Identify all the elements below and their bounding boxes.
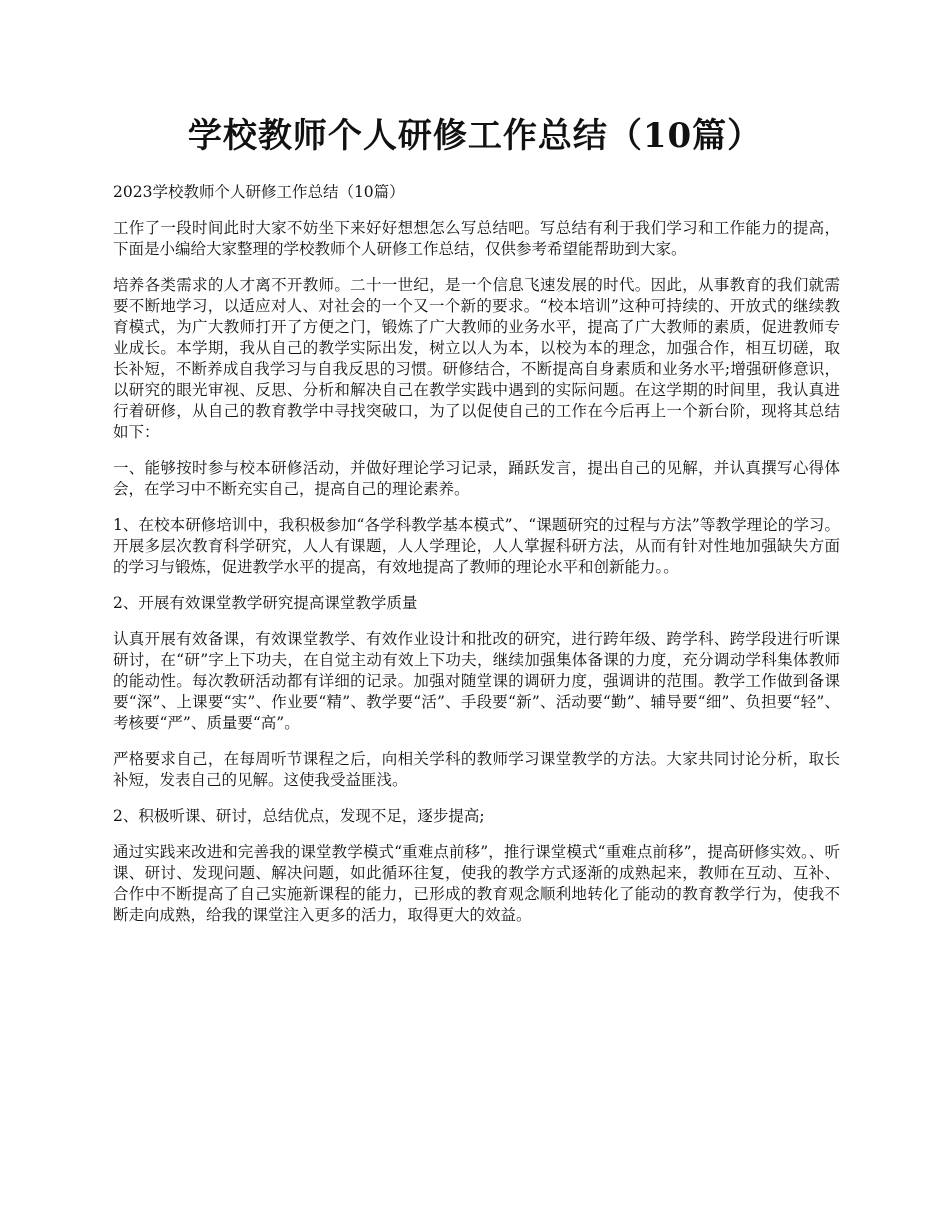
- section-heading-3: 2、积极听课、研讨，总结优点，发现不足，逐步提高;: [113, 807, 485, 825]
- body-paragraph: 严格要求自己，在每周听节课程之后，向相关学科的教师学习课堂教学的方法。大家共同讨论分析，取长补短，发表自己的见解。这使我受益匪浅。: [113, 750, 840, 789]
- section-heading-2: 2、开展有效课堂教学研究提高课堂教学质量: [113, 594, 418, 612]
- body-paragraph: 1、在校本研修培训中，我积极参加“各学科教学基本模式”、“课题研究的过程与方法”等教学理论的学习。开展多层次教育科学研究，人人有课题，人人学理论，人人掌握科研方法，从而有针对性地加强缺失方面的学习与锻炼，促进教学水平的提高，有效地提高了教师的理论水平和创新能力。。: [113, 516, 840, 576]
- document-body: [113, 182, 840, 941]
- intro-paragraph: 工作了一段时间此时大家不妨坐下来好好想想怎么写总结吧。写总结有利于我们学习和工作能力的提高，下面是小编给大家整理的学校教师个人研修工作总结，仅供参考希望能帮助到大家。: [113, 219, 840, 258]
- body-paragraph: 通过实践来改进和完善我的课堂教学模式“重难点前移”，推行课堂模式“重难点前移”，提高研修实效。、听课、研讨、发现问题、解决问题，如此循环往复，使我的教学方式逐渐的成熟起来，教师在互动、互补、合作中不断提高了自己实施新课程的能力，已形成的教育观念顺利地转化了能动的教育教学行为，使我不断走向成熟，给我的课堂注入更多的活力，取得更大的效益。: [113, 843, 840, 924]
- subtitle-paragraph: 2023学校教师个人研修工作总结（10篇）: [113, 183, 405, 201]
- document-title: 学校教师个人研修工作总结（10篇）: [187, 116, 763, 156]
- section-heading-1: 一、能够按时参与校本研修活动，并做好理论学习记录，踊跃发言，提出自己的见解，并认真撰写心得体会，在学习中不断充实自己，提高自己的理论素养。: [113, 459, 840, 498]
- body-paragraph: 认真开展有效备课，有效课堂教学、有效作业设计和批改的研究，进行跨年级、跨学科、跨学段进行听课研讨，在“研”字上下功夫，在自觉主动有效上下功夫，继续加强集体备课的力度，充分调动学科集体教师的能动性。每次教研活动都有详细的记录。加强对随堂课的调研力度，强调讲的范围。教学工作做到备课要“深”、上课要“实”、作业要“精”、教学要“活”、手段要“新”、活动要“勤”、辅导要“细”、负担要“轻”、考核要“严”、质量要“高”。: [113, 630, 840, 732]
- background-paragraph: 培养各类需求的人才离不开教师。二十一世纪，是一个信息飞速发展的时代。因此，从事教育的我们就需要不断地学习，以适应对人、对社会的一个又一个新的要求。“校本培训”这种可持续的、开放式的继续教育模式，为广大教师打开了方便之门，锻炼了广大教师的业务水平，提高了广大教师的素质，促进教师专业成长。本学期，我从自己的教学实际出发，树立以人为本，以校为本的理念，加强合作，相互切磋，取长补短，不断养成自我学习与自我反思的习惯。研修结合，不断提高自身素质和业务水平;增强研修意识，以研究的眼光审视、反思、分析和解决自己在教学实践中遇到的实际问题。在这学期的时间里，我认真进行着研修，从自己的教育教学中寻找突破口，为了以促使自己的工作在今后再上一个新台阶，现将其总结如下：: [113, 276, 840, 441]
